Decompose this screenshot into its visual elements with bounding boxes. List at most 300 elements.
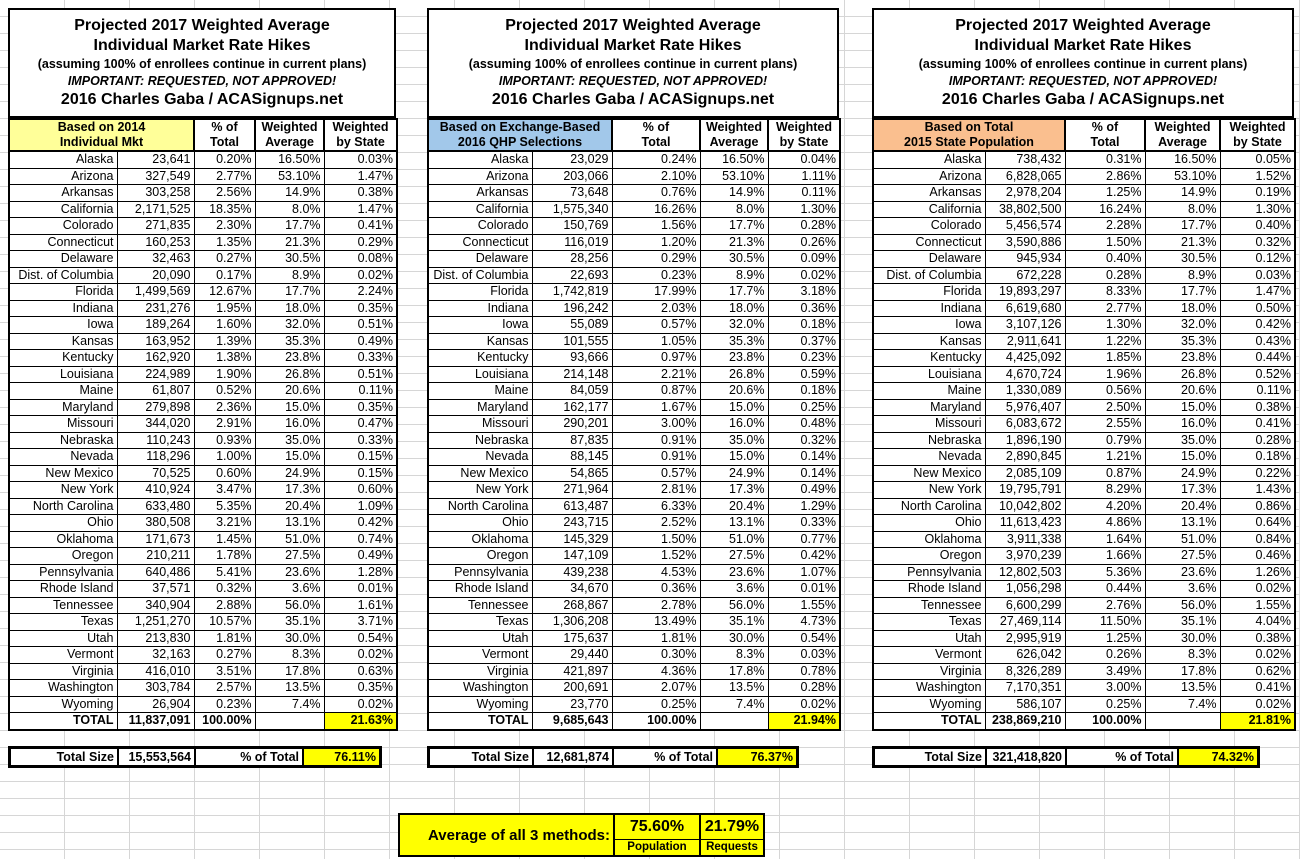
state-name-cell[interactable]: Pennsylvania [428,564,532,581]
value-cell[interactable]: 2.36% [194,399,255,416]
value-cell[interactable]: 1.50% [1065,234,1145,251]
value-cell[interactable]: 0.19% [1220,185,1295,202]
value-cell[interactable]: 1,742,819 [532,284,612,301]
value-cell[interactable]: 2,890,845 [985,449,1065,466]
state-name-cell[interactable]: New York [9,482,117,499]
value-cell[interactable]: 116,019 [532,234,612,251]
value-cell[interactable]: 4.36% [612,663,700,680]
state-name-cell[interactable]: Iowa [9,317,117,334]
value-cell[interactable]: 210,211 [117,548,194,565]
value-cell[interactable]: 2.55% [1065,416,1145,433]
value-cell[interactable]: 0.56% [1065,383,1145,400]
value-cell[interactable]: 5.35% [194,498,255,515]
value-cell[interactable]: 23.8% [1145,350,1220,367]
value-cell[interactable]: 1.66% [1065,548,1145,565]
value-cell[interactable]: 19,795,791 [985,482,1065,499]
value-cell[interactable]: 2.57% [194,680,255,697]
pct-of-total-value[interactable]: 74.32% [1178,748,1258,766]
value-cell[interactable]: 0.02% [324,647,397,664]
value-cell[interactable]: 101,555 [532,333,612,350]
value-cell[interactable]: 0.54% [768,630,840,647]
state-name-cell[interactable]: Delaware [873,251,985,268]
value-cell[interactable]: 0.50% [1220,300,1295,317]
value-cell[interactable]: 327,549 [117,168,194,185]
value-cell[interactable]: 2.52% [612,515,700,532]
value-cell[interactable]: 20.4% [700,498,768,515]
value-cell[interactable]: 0.49% [324,333,397,350]
state-name-cell[interactable]: Maryland [873,399,985,416]
value-cell[interactable]: 5,976,407 [985,399,1065,416]
total-empty-cell[interactable] [255,713,324,730]
value-cell[interactable]: 32,463 [117,251,194,268]
state-name-cell[interactable]: Dist. of Columbia [428,267,532,284]
value-cell[interactable]: 4.53% [612,564,700,581]
value-cell[interactable]: 16.24% [1065,201,1145,218]
value-cell[interactable]: 0.36% [612,581,700,598]
value-cell[interactable]: 8.33% [1065,284,1145,301]
value-cell[interactable]: 1.96% [1065,366,1145,383]
value-cell[interactable]: 3,970,239 [985,548,1065,565]
value-cell[interactable]: 1.90% [194,366,255,383]
value-cell[interactable]: 17.7% [700,218,768,235]
value-cell[interactable]: 1,499,569 [117,284,194,301]
value-cell[interactable]: 0.23% [194,696,255,713]
requests-average-caption[interactable]: Requests [706,841,758,853]
basis-header[interactable]: Based on 2014 Individual Mkt [9,119,194,151]
value-cell[interactable]: 23.6% [700,564,768,581]
state-name-cell[interactable]: Utah [9,630,117,647]
value-cell[interactable]: 0.03% [1220,267,1295,284]
value-cell[interactable]: 0.03% [768,647,840,664]
value-cell[interactable]: 1.07% [768,564,840,581]
value-cell[interactable]: 0.35% [324,300,397,317]
value-cell[interactable]: 439,238 [532,564,612,581]
total-label[interactable]: TOTAL [873,713,985,730]
value-cell[interactable]: 2.81% [612,482,700,499]
value-cell[interactable]: 633,480 [117,498,194,515]
value-cell[interactable]: 0.60% [324,482,397,499]
value-cell[interactable]: 8.9% [1145,267,1220,284]
value-cell[interactable]: 0.02% [768,696,840,713]
value-cell[interactable]: 0.59% [768,366,840,383]
value-cell[interactable]: 118,296 [117,449,194,466]
value-cell[interactable]: 0.31% [1065,151,1145,168]
value-cell[interactable]: 17.7% [1145,284,1220,301]
state-name-cell[interactable]: Texas [873,614,985,631]
value-cell[interactable]: 3.00% [1065,680,1145,697]
value-cell[interactable]: 0.29% [612,251,700,268]
state-name-cell[interactable]: Kansas [9,333,117,350]
value-cell[interactable]: 0.15% [324,449,397,466]
column-header-pct-of-total[interactable]: % of Total [612,119,700,151]
value-cell[interactable]: 0.43% [1220,333,1295,350]
value-cell[interactable]: 23,770 [532,696,612,713]
value-cell[interactable]: 8.3% [1145,647,1220,664]
value-cell[interactable]: 738,432 [985,151,1065,168]
value-cell[interactable]: 8,326,289 [985,663,1065,680]
value-cell[interactable]: 56.0% [1145,597,1220,614]
value-cell[interactable]: 0.18% [768,317,840,334]
value-cell[interactable]: 0.57% [612,465,700,482]
value-cell[interactable]: 6,828,065 [985,168,1065,185]
state-name-cell[interactable]: Wyoming [873,696,985,713]
value-cell[interactable]: 1.85% [1065,350,1145,367]
value-cell[interactable]: 30.5% [1145,251,1220,268]
value-cell[interactable]: 35.3% [1145,333,1220,350]
value-cell[interactable]: 1.47% [1220,284,1295,301]
pct-of-total-label[interactable]: % of Total [195,748,303,766]
state-name-cell[interactable]: Arkansas [428,185,532,202]
value-cell[interactable]: 32,163 [117,647,194,664]
value-cell[interactable]: 1.30% [1220,201,1295,218]
value-cell[interactable]: 73,648 [532,185,612,202]
value-cell[interactable]: 0.62% [1220,663,1295,680]
value-cell[interactable]: 51.0% [700,531,768,548]
state-name-cell[interactable]: Louisiana [9,366,117,383]
state-name-cell[interactable]: Vermont [428,647,532,664]
value-cell[interactable]: 6,600,299 [985,597,1065,614]
state-name-cell[interactable]: North Carolina [428,498,532,515]
value-cell[interactable]: 1.28% [324,564,397,581]
pct-of-total-label[interactable]: % of Total [1066,748,1178,766]
value-cell[interactable]: 24.9% [700,465,768,482]
value-cell[interactable]: 1.29% [768,498,840,515]
value-cell[interactable]: 0.36% [768,300,840,317]
state-name-cell[interactable]: Virginia [428,663,532,680]
total-size-value[interactable]: 15,553,564 [118,748,195,766]
state-name-cell[interactable]: Utah [873,630,985,647]
value-cell[interactable]: 18.35% [194,201,255,218]
value-cell[interactable]: 35.0% [255,432,324,449]
value-cell[interactable]: 0.02% [1220,696,1295,713]
value-cell[interactable]: 37,571 [117,581,194,598]
value-cell[interactable]: 18.0% [700,300,768,317]
value-cell[interactable]: 1.21% [1065,449,1145,466]
state-name-cell[interactable]: New Mexico [9,465,117,482]
value-cell[interactable]: 32.0% [255,317,324,334]
state-name-cell[interactable]: North Carolina [873,498,985,515]
requests-average-value[interactable]: 21.79% [701,815,763,840]
value-cell[interactable]: 53.10% [255,168,324,185]
total-empty-cell[interactable] [1145,713,1220,730]
value-cell[interactable]: 0.38% [1220,399,1295,416]
state-name-cell[interactable]: California [428,201,532,218]
value-cell[interactable]: 303,258 [117,185,194,202]
value-cell[interactable]: 0.41% [1220,680,1295,697]
value-cell[interactable]: 171,673 [117,531,194,548]
value-cell[interactable]: 0.64% [1220,515,1295,532]
value-cell[interactable]: 0.32% [1220,234,1295,251]
value-cell[interactable]: 17.3% [700,482,768,499]
value-cell[interactable]: 0.38% [1220,630,1295,647]
value-cell[interactable]: 35.3% [700,333,768,350]
value-cell[interactable]: 380,508 [117,515,194,532]
value-cell[interactable]: 1.39% [194,333,255,350]
value-cell[interactable]: 15.0% [1145,449,1220,466]
value-cell[interactable]: 3.71% [324,614,397,631]
value-cell[interactable]: 0.28% [768,218,840,235]
value-cell[interactable]: 213,830 [117,630,194,647]
value-cell[interactable]: 35.0% [1145,432,1220,449]
basis-header[interactable]: Based on Exchange-Based 2016 QHP Selections [428,119,612,151]
state-name-cell[interactable]: Washington [9,680,117,697]
state-name-cell[interactable]: Kentucky [428,350,532,367]
value-cell[interactable]: 0.17% [194,267,255,284]
value-cell[interactable]: 13.5% [700,680,768,697]
value-cell[interactable]: 8.3% [255,647,324,664]
state-name-cell[interactable]: Maryland [9,399,117,416]
value-cell[interactable]: 0.54% [324,630,397,647]
column-header-weighted-average[interactable]: Weighted Average [700,119,768,151]
value-cell[interactable]: 30.0% [1145,630,1220,647]
state-name-cell[interactable]: Rhode Island [873,581,985,598]
value-cell[interactable]: 11.50% [1065,614,1145,631]
value-cell[interactable]: 1.45% [194,531,255,548]
state-name-cell[interactable]: Florida [9,284,117,301]
average-summary-label[interactable]: Average of all 3 methods: [428,826,610,844]
value-cell[interactable]: 55,089 [532,317,612,334]
pct-of-total-value[interactable]: 76.11% [303,748,380,766]
column-header-weighted-average[interactable]: Weighted Average [1145,119,1220,151]
value-cell[interactable]: 3.47% [194,482,255,499]
state-name-cell[interactable]: California [873,201,985,218]
value-cell[interactable]: 1.25% [1065,185,1145,202]
value-cell[interactable]: 2.21% [612,366,700,383]
value-cell[interactable]: 10.57% [194,614,255,631]
state-name-cell[interactable]: Nebraska [873,432,985,449]
state-name-cell[interactable]: Washington [873,680,985,697]
value-cell[interactable]: 1.50% [612,531,700,548]
state-name-cell[interactable]: Alaska [9,151,117,168]
state-name-cell[interactable]: New York [873,482,985,499]
state-name-cell[interactable]: Arkansas [9,185,117,202]
value-cell[interactable]: 2.77% [1065,300,1145,317]
value-cell[interactable]: 1.20% [612,234,700,251]
value-cell[interactable]: 1.30% [768,201,840,218]
value-cell[interactable]: 0.57% [612,317,700,334]
state-name-cell[interactable]: North Carolina [9,498,117,515]
value-cell[interactable]: 203,066 [532,168,612,185]
value-cell[interactable]: 20.4% [1145,498,1220,515]
value-cell[interactable]: 24.9% [255,465,324,482]
value-cell[interactable]: 20.6% [1145,383,1220,400]
value-cell[interactable]: 421,897 [532,663,612,680]
value-cell[interactable]: 17.3% [255,482,324,499]
state-name-cell[interactable]: Missouri [9,416,117,433]
value-cell[interactable]: 0.77% [768,531,840,548]
value-cell[interactable]: 160,253 [117,234,194,251]
value-cell[interactable]: 0.52% [1220,366,1295,383]
state-name-cell[interactable]: Alaska [873,151,985,168]
value-cell[interactable]: 2.07% [612,680,700,697]
value-cell[interactable]: 0.51% [324,366,397,383]
value-cell[interactable]: 0.47% [324,416,397,433]
value-cell[interactable]: 340,904 [117,597,194,614]
state-name-cell[interactable]: Kansas [873,333,985,350]
value-cell[interactable]: 8.3% [700,647,768,664]
value-cell[interactable]: 0.18% [768,383,840,400]
population-average-caption[interactable]: Population [627,841,687,853]
column-header-weighted-by-state[interactable]: Weighted by State [768,119,840,151]
value-cell[interactable]: 0.32% [768,432,840,449]
value-cell[interactable]: 12.67% [194,284,255,301]
column-header-pct-of-total[interactable]: % of Total [194,119,255,151]
value-cell[interactable]: 13.5% [255,680,324,697]
value-cell[interactable]: 5,456,574 [985,218,1065,235]
state-name-cell[interactable]: Arkansas [873,185,985,202]
value-cell[interactable]: 0.01% [768,581,840,598]
value-cell[interactable]: 5.36% [1065,564,1145,581]
value-cell[interactable]: 1.11% [768,168,840,185]
value-cell[interactable]: 0.26% [768,234,840,251]
value-cell[interactable]: 224,989 [117,366,194,383]
value-cell[interactable]: 0.27% [194,251,255,268]
value-cell[interactable]: 1.52% [612,548,700,565]
value-cell[interactable]: 1.81% [612,630,700,647]
pct-of-total-label[interactable]: % of Total [613,748,717,766]
value-cell[interactable]: 17.8% [1145,663,1220,680]
value-cell[interactable]: 56.0% [255,597,324,614]
state-name-cell[interactable]: Dist. of Columbia [9,267,117,284]
state-name-cell[interactable]: New York [428,482,532,499]
value-cell[interactable]: 0.51% [324,317,397,334]
value-cell[interactable]: 7,170,351 [985,680,1065,697]
value-cell[interactable]: 23,641 [117,151,194,168]
state-name-cell[interactable]: Maine [9,383,117,400]
value-cell[interactable]: 3,590,886 [985,234,1065,251]
total-pct[interactable]: 100.00% [1065,713,1145,730]
value-cell[interactable]: 0.42% [1220,317,1295,334]
value-cell[interactable]: 1.67% [612,399,700,416]
value-cell[interactable]: 8.0% [700,201,768,218]
value-cell[interactable]: 2.50% [1065,399,1145,416]
value-cell[interactable]: 0.02% [1220,581,1295,598]
state-name-cell[interactable]: Nevada [9,449,117,466]
value-cell[interactable]: 0.09% [768,251,840,268]
state-name-cell[interactable]: Delaware [9,251,117,268]
value-cell[interactable]: 16.50% [255,151,324,168]
value-cell[interactable]: 24.9% [1145,465,1220,482]
value-cell[interactable]: 17.8% [700,663,768,680]
value-cell[interactable]: 2.76% [1065,597,1145,614]
state-name-cell[interactable]: Oregon [428,548,532,565]
value-cell[interactable]: 410,924 [117,482,194,499]
value-cell[interactable]: 0.41% [1220,416,1295,433]
value-cell[interactable]: 13.49% [612,614,700,631]
total-label[interactable]: TOTAL [9,713,117,730]
value-cell[interactable]: 0.78% [768,663,840,680]
value-cell[interactable]: 93,666 [532,350,612,367]
value-cell[interactable]: 271,964 [532,482,612,499]
state-name-cell[interactable]: Maine [873,383,985,400]
value-cell[interactable]: 1.26% [1220,564,1295,581]
value-cell[interactable]: 1.47% [324,201,397,218]
pct-of-total-value[interactable]: 76.37% [717,748,797,766]
value-cell[interactable]: 5.41% [194,564,255,581]
value-cell[interactable]: 613,487 [532,498,612,515]
state-name-cell[interactable]: Rhode Island [428,581,532,598]
value-cell[interactable]: 1,575,340 [532,201,612,218]
value-cell[interactable]: 0.20% [194,151,255,168]
total-label[interactable]: TOTAL [428,713,532,730]
value-cell[interactable]: 0.30% [612,647,700,664]
state-name-cell[interactable]: Washington [428,680,532,697]
value-cell[interactable]: 214,148 [532,366,612,383]
value-cell[interactable]: 18.0% [1145,300,1220,317]
state-name-cell[interactable]: Iowa [428,317,532,334]
state-name-cell[interactable]: Delaware [428,251,532,268]
value-cell[interactable]: 7.4% [255,696,324,713]
value-cell[interactable]: 0.28% [1065,267,1145,284]
value-cell[interactable]: 1.00% [194,449,255,466]
value-cell[interactable]: 586,107 [985,696,1065,713]
value-cell[interactable]: 1.05% [612,333,700,350]
value-cell[interactable]: 1.64% [1065,531,1145,548]
value-cell[interactable]: 189,264 [117,317,194,334]
value-cell[interactable]: 0.49% [768,482,840,499]
value-cell[interactable]: 303,784 [117,680,194,697]
state-name-cell[interactable]: Indiana [428,300,532,317]
value-cell[interactable]: 0.08% [324,251,397,268]
value-cell[interactable]: 2,171,525 [117,201,194,218]
value-cell[interactable]: 14.9% [700,185,768,202]
value-cell[interactable]: 17.3% [1145,482,1220,499]
state-name-cell[interactable]: Connecticut [9,234,117,251]
value-cell[interactable]: 626,042 [985,647,1065,664]
value-cell[interactable]: 3.18% [768,284,840,301]
value-cell[interactable]: 0.44% [1065,581,1145,598]
value-cell[interactable]: 6,083,672 [985,416,1065,433]
value-cell[interactable]: 21.3% [700,234,768,251]
value-cell[interactable]: 20.6% [700,383,768,400]
value-cell[interactable]: 200,691 [532,680,612,697]
state-name-cell[interactable]: Oregon [873,548,985,565]
state-name-cell[interactable]: Kentucky [873,350,985,367]
state-name-cell[interactable]: Colorado [9,218,117,235]
value-cell[interactable]: 61,807 [117,383,194,400]
value-cell[interactable]: 27,469,114 [985,614,1065,631]
value-cell[interactable]: 1.35% [194,234,255,251]
value-cell[interactable]: 35.3% [255,333,324,350]
value-cell[interactable]: 243,715 [532,515,612,532]
value-cell[interactable]: 0.25% [612,696,700,713]
value-cell[interactable]: 0.74% [324,531,397,548]
value-cell[interactable]: 0.91% [612,432,700,449]
total-empty-cell[interactable] [700,713,768,730]
state-name-cell[interactable]: Virginia [9,663,117,680]
value-cell[interactable]: 3.00% [612,416,700,433]
table-title[interactable] [872,8,1294,118]
value-cell[interactable]: 0.11% [1220,383,1295,400]
state-name-cell[interactable]: Kentucky [9,350,117,367]
value-cell[interactable]: 6,619,680 [985,300,1065,317]
state-name-cell[interactable]: Florida [428,284,532,301]
state-name-cell[interactable]: Tennessee [873,597,985,614]
value-cell[interactable]: 35.0% [700,432,768,449]
value-cell[interactable]: 1.61% [324,597,397,614]
value-cell[interactable]: 23.6% [255,564,324,581]
value-cell[interactable]: 163,952 [117,333,194,350]
value-cell[interactable]: 4.73% [768,614,840,631]
value-cell[interactable]: 1.30% [1065,317,1145,334]
state-name-cell[interactable]: Ohio [873,515,985,532]
value-cell[interactable]: 53.10% [1145,168,1220,185]
value-cell[interactable]: 3,107,126 [985,317,1065,334]
value-cell[interactable]: 6.33% [612,498,700,515]
value-cell[interactable]: 0.63% [324,663,397,680]
total-pct[interactable]: 100.00% [612,713,700,730]
value-cell[interactable]: 0.02% [768,267,840,284]
